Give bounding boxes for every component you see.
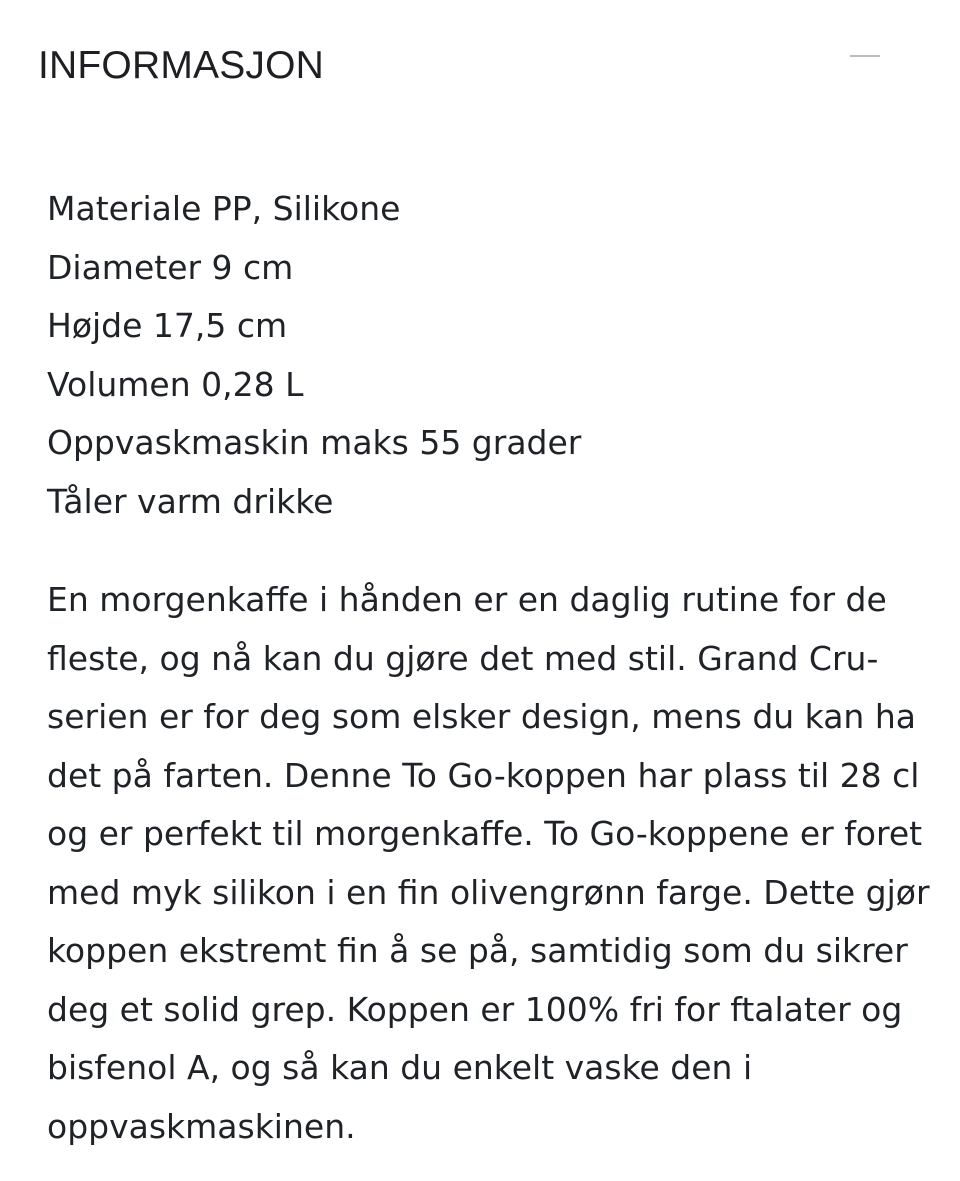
description-line: og er perfekt til morgenkaffe. To Go-koppene er foret (47, 814, 923, 853)
minus-icon (850, 55, 880, 57)
description-line: En morgenkaffe i hånden er en daglig rutine for de (47, 580, 887, 619)
spec-height: Højde 17,5 cm (47, 306, 288, 345)
spec-hot-drinks: Tåler varm drikke (47, 481, 334, 521)
section-title: INFORMASJON (38, 44, 325, 87)
spec-dishwasher: Oppvaskmaskin maks 55 grader (47, 423, 582, 462)
spec-material: Materiale PP, Silikone (47, 189, 401, 228)
product-description (47, 571, 930, 1156)
spec-list (47, 180, 927, 531)
description-line: serien er for deg som elsker design, mens du kan ha (47, 697, 916, 736)
description-line: fleste, og nå kan du gjøre det med stil. Grand Cru- (47, 638, 879, 678)
description-line: det på farten. Denne To Go-koppen har plass til 28 cl (47, 755, 920, 795)
spec-diameter: Diameter 9 cm (47, 247, 294, 287)
description-line: deg et solid grep. Koppen er 100% fri for ftalater og (47, 989, 903, 1029)
accordion-header[interactable] (38, 38, 918, 94)
description-line: oppvaskmaskinen. (47, 1106, 356, 1146)
description-line: bisfenol A, og så kan du enkelt vaske den i (47, 1048, 753, 1087)
collapse-button[interactable] (842, 38, 886, 74)
description-line: med myk silikon i en fin olivengrønn farge. Dette gjør (47, 872, 930, 912)
spec-volume: Volumen 0,28 L (47, 364, 304, 404)
description-line: koppen ekstremt fin å se på, samtidig som du sikrer (47, 931, 908, 970)
